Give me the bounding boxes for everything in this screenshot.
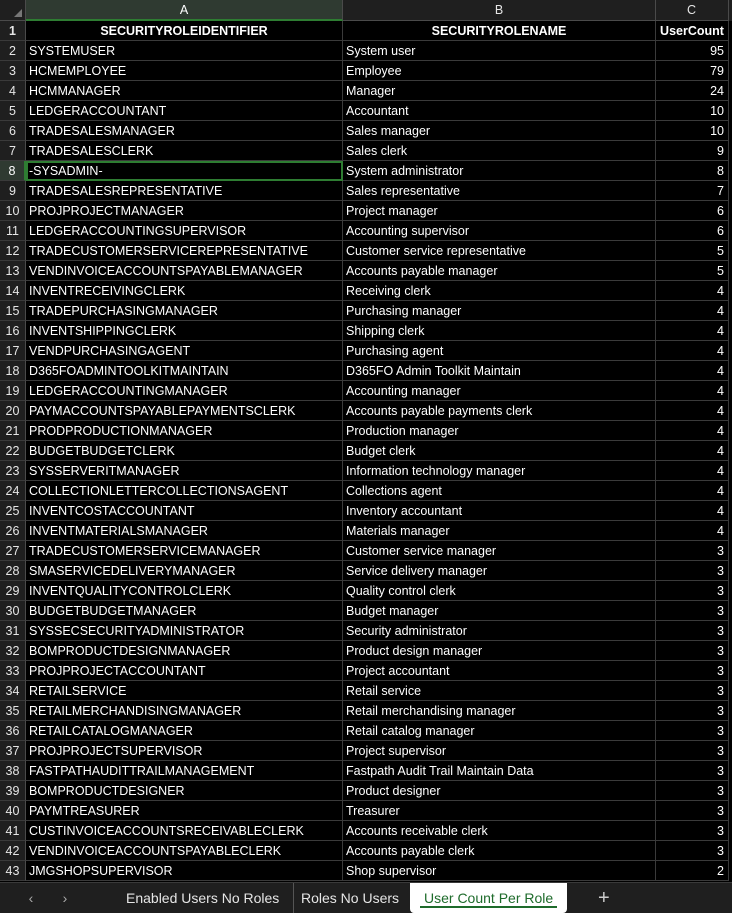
row-number[interactable]: 27 <box>0 541 26 561</box>
table-row <box>0 81 732 101</box>
table-row <box>0 601 732 621</box>
cell-security-role-identifier[interactable]: COLLECTIONLETTERCOLLECTIONSAGENT <box>26 481 343 501</box>
row-number[interactable]: 3 <box>0 61 26 81</box>
row-number[interactable]: 43 <box>0 861 26 881</box>
cell-security-role-name[interactable]: Purchasing agent <box>343 341 656 361</box>
row-number[interactable]: 26 <box>0 521 26 541</box>
table-row <box>0 261 732 281</box>
cell-user-count[interactable]: 8 <box>656 161 729 181</box>
cell-security-role-name[interactable]: Budget clerk <box>343 441 656 461</box>
row-number[interactable]: 9 <box>0 181 26 201</box>
row-number[interactable]: 16 <box>0 321 26 341</box>
row-number[interactable]: 21 <box>0 421 26 441</box>
cell-user-count[interactable]: 3 <box>656 701 729 721</box>
row-number[interactable]: 33 <box>0 661 26 681</box>
row-number[interactable]: 20 <box>0 401 26 421</box>
cell-user-count[interactable]: 4 <box>656 421 729 441</box>
cell-user-count[interactable]: 4 <box>656 501 729 521</box>
cell-security-role-name[interactable]: Accountant <box>343 101 656 121</box>
cell-user-count[interactable]: 4 <box>656 341 729 361</box>
table-row <box>0 801 732 821</box>
tab-enabled-users-no-roles[interactable]: Enabled Users No Roles <box>112 883 294 913</box>
cell-security-role-name[interactable]: Project accountant <box>343 661 656 681</box>
cell-user-count[interactable]: 3 <box>656 581 729 601</box>
cell-security-role-name[interactable]: Shipping clerk <box>343 321 656 341</box>
cell-security-role-name[interactable]: Inventory accountant <box>343 501 656 521</box>
cell-user-count[interactable]: 10 <box>656 121 729 141</box>
cell-user-count[interactable]: 4 <box>656 301 729 321</box>
row-number[interactable]: 25 <box>0 501 26 521</box>
active-tab-underline <box>420 906 557 908</box>
table-row <box>0 641 732 661</box>
table-header-row <box>0 21 732 41</box>
cell-user-count[interactable]: 10 <box>656 101 729 121</box>
column-header-b[interactable]: B <box>343 0 656 21</box>
cell-security-role-name[interactable]: Manager <box>343 81 656 101</box>
row-number[interactable]: 5 <box>0 101 26 121</box>
cell-user-count[interactable]: 4 <box>656 481 729 501</box>
row-number[interactable]: 31 <box>0 621 26 641</box>
row-number[interactable]: 2 <box>0 41 26 61</box>
cell-security-role-name[interactable]: Quality control clerk <box>343 581 656 601</box>
cell-security-role-name[interactable]: Sales representative <box>343 181 656 201</box>
row-number[interactable]: 4 <box>0 81 26 101</box>
cell-user-count[interactable]: 4 <box>656 281 729 301</box>
cell-security-role-name[interactable]: Customer service manager <box>343 541 656 561</box>
table-row <box>0 661 732 681</box>
cell-security-role-identifier[interactable]: SMASERVICEDELIVERYMANAGER <box>26 561 343 581</box>
table-row <box>0 561 732 581</box>
tab-roles-no-users[interactable]: Roles No Users <box>287 883 414 913</box>
row-number[interactable]: 38 <box>0 761 26 781</box>
cell-user-count[interactable]: 79 <box>656 61 729 81</box>
cell-user-count[interactable]: 3 <box>656 721 729 741</box>
cell-security-role-name[interactable]: Security administrator <box>343 621 656 641</box>
table-row <box>0 841 732 861</box>
row-number[interactable]: 42 <box>0 841 26 861</box>
cell-security-role-identifier[interactable]: RETAILMERCHANDISINGMANAGER <box>26 701 343 721</box>
table-row <box>0 281 732 301</box>
row-number[interactable]: 28 <box>0 561 26 581</box>
tab-user-count-per-role[interactable] <box>410 883 567 913</box>
row-number[interactable]: 36 <box>0 721 26 741</box>
plus-icon[interactable]: + <box>598 887 610 909</box>
cell-user-count[interactable]: 95 <box>656 41 729 61</box>
cell-security-role-name[interactable]: Production manager <box>343 421 656 441</box>
cell-user-count[interactable]: 3 <box>656 541 729 561</box>
cell-security-role-name[interactable]: System user <box>343 41 656 61</box>
table-row <box>0 721 732 741</box>
row-number[interactable]: 40 <box>0 801 26 821</box>
cell-security-role-identifier[interactable]: PROJPROJECTACCOUNTANT <box>26 661 343 681</box>
row-number[interactable]: 37 <box>0 741 26 761</box>
row-number[interactable]: 41 <box>0 821 26 841</box>
cell-security-role-name[interactable]: Project manager <box>343 201 656 221</box>
table-row <box>0 681 732 701</box>
cell-security-role-name[interactable]: Sales manager <box>343 121 656 141</box>
cell-security-role-name[interactable]: D365FO Admin Toolkit Maintain <box>343 361 656 381</box>
cell-security-role-identifier[interactable]: TRADECUSTOMERSERVICEMANAGER <box>26 541 343 561</box>
chevron-left-icon[interactable]: ‹ <box>28 890 34 906</box>
row-number[interactable]: 17 <box>0 341 26 361</box>
row-number[interactable]: 12 <box>0 241 26 261</box>
table-row <box>0 481 732 501</box>
cell-security-role-identifier[interactable]: SYSSECSECURITYADMINISTRATOR <box>26 621 343 641</box>
cell-security-role-identifier[interactable]: JMGSHOPSUPERVISOR <box>26 861 343 881</box>
cell-user-count[interactable]: 4 <box>656 401 729 421</box>
cell-user-count[interactable]: 5 <box>656 261 729 281</box>
cell-security-role-identifier[interactable]: PROJPROJECTSUPERVISOR <box>26 741 343 761</box>
cell-security-role-identifier[interactable]: VENDPURCHASINGAGENT <box>26 341 343 361</box>
row-number[interactable]: 39 <box>0 781 26 801</box>
cell-user-count[interactable]: 3 <box>656 641 729 661</box>
cell-security-role-name[interactable]: Product design manager <box>343 641 656 661</box>
table-row <box>0 361 732 381</box>
cell-security-role-identifier[interactable]: PROJPROJECTMANAGER <box>26 201 343 221</box>
cell-security-role-name[interactable]: Collections agent <box>343 481 656 501</box>
cell-security-role-identifier[interactable]: LEDGERACCOUNTINGMANAGER <box>26 381 343 401</box>
cell-user-count[interactable]: 3 <box>656 621 729 641</box>
row-number[interactable]: 6 <box>0 121 26 141</box>
table-row <box>0 701 732 721</box>
cell-user-count[interactable]: 3 <box>656 601 729 621</box>
cell-security-role-identifier[interactable]: INVENTCOSTACCOUNTANT <box>26 501 343 521</box>
table-row <box>0 781 732 801</box>
cell-security-role-identifier[interactable]: BUDGETBUDGETCLERK <box>26 441 343 461</box>
cell-security-role-identifier[interactable]: RETAILCATALOGMANAGER <box>26 721 343 741</box>
cell-security-role-name[interactable]: Product designer <box>343 781 656 801</box>
sheet-tab-bar <box>0 882 732 913</box>
table-row <box>0 381 732 401</box>
cell-security-role-identifier[interactable]: INVENTSHIPPINGCLERK <box>26 321 343 341</box>
row-number[interactable]: 10 <box>0 201 26 221</box>
table-row <box>0 41 732 61</box>
row-number[interactable]: 19 <box>0 381 26 401</box>
table-row <box>0 321 732 341</box>
table-row <box>0 201 732 221</box>
cell-user-count[interactable]: 3 <box>656 841 729 861</box>
cell-security-role-identifier[interactable]: RETAILSERVICE <box>26 681 343 701</box>
cell-security-role-name[interactable]: Retail merchandising manager <box>343 701 656 721</box>
cell-security-role-identifier[interactable]: LEDGERACCOUNTANT <box>26 101 343 121</box>
chevron-right-icon[interactable]: › <box>62 890 68 906</box>
table-row <box>0 221 732 241</box>
cell-user-count[interactable]: 3 <box>656 681 729 701</box>
cell-security-role-name[interactable]: Accounts receivable clerk <box>343 821 656 841</box>
cell-security-role-identifier[interactable]: INVENTMATERIALSMANAGER <box>26 521 343 541</box>
table-row <box>0 741 732 761</box>
row-number[interactable]: 35 <box>0 701 26 721</box>
cell-security-role-name[interactable]: System administrator <box>343 161 656 181</box>
cell-user-count[interactable]: 4 <box>656 461 729 481</box>
cell-security-role-name[interactable]: Accounts payable clerk <box>343 841 656 861</box>
cell-security-role-name[interactable]: Accounting manager <box>343 381 656 401</box>
table-row <box>0 501 732 521</box>
header-cell-name[interactable]: SECURITYROLENAME <box>343 21 656 41</box>
column-header-row <box>0 0 732 21</box>
cell-security-role-name[interactable]: Receiving clerk <box>343 281 656 301</box>
cell-security-role-identifier[interactable]: CUSTINVOICEACCOUNTSRECEIVABLECLERK <box>26 821 343 841</box>
cell-security-role-identifier[interactable]: -SYSADMIN- <box>26 161 343 181</box>
row-number[interactable]: 1 <box>0 21 26 41</box>
header-cell-identifier[interactable]: SECURITYROLEIDENTIFIER <box>26 21 343 41</box>
table-row <box>0 61 732 81</box>
cell-user-count[interactable]: 6 <box>656 201 729 221</box>
row-number[interactable]: 24 <box>0 481 26 501</box>
row-number[interactable]: 18 <box>0 361 26 381</box>
table-row <box>0 521 732 541</box>
cell-security-role-name[interactable]: Purchasing manager <box>343 301 656 321</box>
table-row <box>0 181 732 201</box>
cell-security-role-identifier[interactable]: BOMPRODUCTDESIGNMANAGER <box>26 641 343 661</box>
cell-user-count[interactable]: 4 <box>656 381 729 401</box>
row-number[interactable]: 34 <box>0 681 26 701</box>
cell-security-role-identifier[interactable]: TRADESALESMANAGER <box>26 121 343 141</box>
table-row <box>0 161 732 181</box>
cell-security-role-identifier[interactable]: PAYMACCOUNTSPAYABLEPAYMENTSCLERK <box>26 401 343 421</box>
cell-security-role-name[interactable]: Shop supervisor <box>343 861 656 881</box>
table-row <box>0 761 732 781</box>
cell-security-role-identifier[interactable]: PRODPRODUCTIONMANAGER <box>26 421 343 441</box>
cell-security-role-name[interactable]: Employee <box>343 61 656 81</box>
cell-security-role-identifier[interactable]: LEDGERACCOUNTINGSUPERVISOR <box>26 221 343 241</box>
cell-user-count[interactable]: 3 <box>656 661 729 681</box>
column-header-a[interactable]: A <box>26 0 343 21</box>
cell-user-count[interactable]: 3 <box>656 761 729 781</box>
table-row <box>0 821 732 841</box>
row-number[interactable]: 23 <box>0 461 26 481</box>
cell-user-count[interactable]: 24 <box>656 81 729 101</box>
cell-user-count[interactable]: 3 <box>656 741 729 761</box>
cell-security-role-name[interactable]: Retail service <box>343 681 656 701</box>
cell-security-role-name[interactable]: Information technology manager <box>343 461 656 481</box>
table-row <box>0 401 732 421</box>
cell-security-role-name[interactable]: Fastpath Audit Trail Maintain Data <box>343 761 656 781</box>
table-row <box>0 101 732 121</box>
cell-user-count[interactable]: 2 <box>656 861 729 881</box>
cell-security-role-identifier[interactable]: TRADESALESREPRESENTATIVE <box>26 181 343 201</box>
cell-security-role-name[interactable]: Service delivery manager <box>343 561 656 581</box>
cell-security-role-name[interactable]: Project supervisor <box>343 741 656 761</box>
table-row <box>0 461 732 481</box>
row-number[interactable]: 8 <box>0 161 26 181</box>
cell-user-count[interactable]: 3 <box>656 801 729 821</box>
cell-security-role-identifier[interactable]: SYSTEMUSER <box>26 41 343 61</box>
cell-security-role-identifier[interactable]: PAYMTREASURER <box>26 801 343 821</box>
table-row <box>0 301 732 321</box>
cell-security-role-identifier[interactable]: INVENTRECEIVINGCLERK <box>26 281 343 301</box>
cell-security-role-name[interactable]: Accounts payable manager <box>343 261 656 281</box>
cell-security-role-identifier[interactable]: HCMEMPLOYEE <box>26 61 343 81</box>
table-row <box>0 141 732 161</box>
tab-label: User Count Per Role <box>424 890 554 906</box>
row-number[interactable]: 7 <box>0 141 26 161</box>
cell-user-count[interactable]: 5 <box>656 241 729 261</box>
cell-security-role-identifier[interactable]: VENDINVOICEACCOUNTSPAYABLECLERK <box>26 841 343 861</box>
table-row <box>0 621 732 641</box>
column-header-c[interactable]: C <box>656 0 729 21</box>
cell-user-count[interactable]: 3 <box>656 821 729 841</box>
cell-security-role-name[interactable]: Treasurer <box>343 801 656 821</box>
cell-security-role-name[interactable]: Accounting supervisor <box>343 221 656 241</box>
row-number[interactable]: 22 <box>0 441 26 461</box>
row-number[interactable]: 32 <box>0 641 26 661</box>
table-row <box>0 421 732 441</box>
cell-user-count[interactable]: 3 <box>656 781 729 801</box>
table-row <box>0 441 732 461</box>
cell-security-role-identifier[interactable]: TRADECUSTOMERSERVICEREPRESENTATIVE <box>26 241 343 261</box>
row-number[interactable]: 14 <box>0 281 26 301</box>
cell-security-role-name[interactable]: Accounts payable payments clerk <box>343 401 656 421</box>
cell-security-role-name[interactable]: Customer service representative <box>343 241 656 261</box>
cell-user-count[interactable]: 4 <box>656 521 729 541</box>
table-row <box>0 581 732 601</box>
table-row <box>0 541 732 561</box>
cell-security-role-name[interactable]: Budget manager <box>343 601 656 621</box>
cell-security-role-name[interactable]: Sales clerk <box>343 141 656 161</box>
select-all-corner[interactable] <box>0 0 26 21</box>
table-row <box>0 241 732 261</box>
table-row <box>0 861 732 881</box>
cell-user-count[interactable]: 6 <box>656 221 729 241</box>
cell-security-role-identifier[interactable]: BOMPRODUCTDESIGNER <box>26 781 343 801</box>
row-number[interactable]: 13 <box>0 261 26 281</box>
row-number[interactable]: 15 <box>0 301 26 321</box>
cell-security-role-name[interactable]: Materials manager <box>343 521 656 541</box>
cell-security-role-identifier[interactable]: TRADESALESCLERK <box>26 141 343 161</box>
cell-security-role-identifier[interactable]: TRADEPURCHASINGMANAGER <box>26 301 343 321</box>
row-number[interactable]: 29 <box>0 581 26 601</box>
cell-user-count[interactable]: 4 <box>656 321 729 341</box>
cell-user-count[interactable]: 7 <box>656 181 729 201</box>
cell-security-role-identifier[interactable]: D365FOADMINTOOLKITMAINTAIN <box>26 361 343 381</box>
cell-user-count[interactable]: 9 <box>656 141 729 161</box>
cell-user-count[interactable]: 4 <box>656 361 729 381</box>
cell-security-role-identifier[interactable]: SYSSERVERITMANAGER <box>26 461 343 481</box>
cell-security-role-identifier[interactable]: VENDINVOICEACCOUNTSPAYABLEMANAGER <box>26 261 343 281</box>
cell-user-count[interactable]: 4 <box>656 441 729 461</box>
cell-security-role-name[interactable]: Retail catalog manager <box>343 721 656 741</box>
table-row <box>0 121 732 141</box>
cell-security-role-identifier[interactable]: INVENTQUALITYCONTROLCLERK <box>26 581 343 601</box>
table-row <box>0 341 732 361</box>
cell-security-role-identifier[interactable]: FASTPATHAUDITTRAILMANAGEMENT <box>26 761 343 781</box>
header-cell-usercount[interactable]: UserCount <box>656 21 729 41</box>
cell-security-role-identifier[interactable]: HCMMANAGER <box>26 81 343 101</box>
cell-security-role-identifier[interactable]: BUDGETBUDGETMANAGER <box>26 601 343 621</box>
row-number[interactable]: 30 <box>0 601 26 621</box>
cell-user-count[interactable]: 3 <box>656 561 729 581</box>
row-number[interactable]: 11 <box>0 221 26 241</box>
